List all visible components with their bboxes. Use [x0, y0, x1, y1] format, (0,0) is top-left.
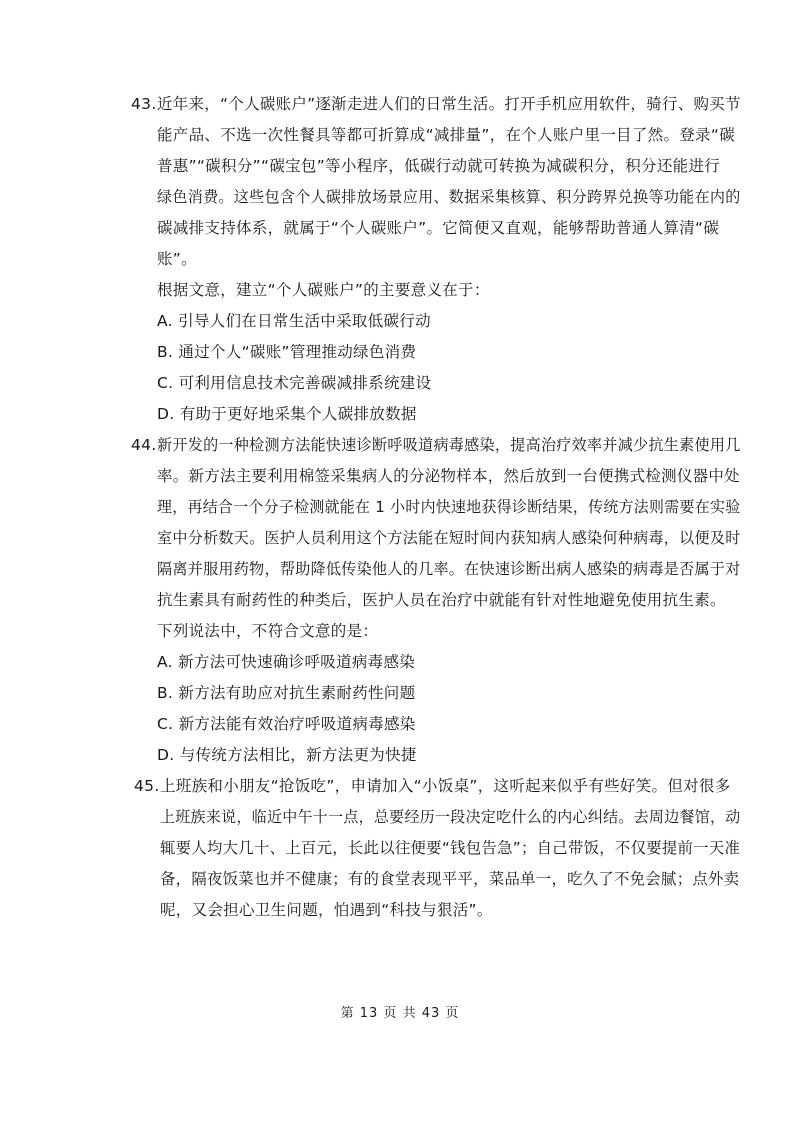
question-stem-line: 理，再结合一个分子检测就能在 1 小时内快速地获得诊断结果，传统方法则需要在实验: [157, 498, 741, 516]
question-stem-line: 碳减排支持体系，就属于“个人碳账户”。它简便又直观，能够帮助普通人算清“碳: [157, 219, 720, 237]
question-stem-line: 账”。: [157, 250, 197, 268]
question-stem-line: 呢，又会担心卫生问题，怕遇到“科技与狠活”。: [160, 901, 493, 919]
option-b: B. 新方法有助应对抗生素耐药性问题: [157, 684, 416, 702]
question-stem-line: 近年来，“个人碳账户”逐渐走进人们的日常生活。打开手机应用软件，骑行、购买节: [157, 95, 741, 113]
question-stem-line: 抗生素具有耐药性的种类后，医护人员在治疗中就能有针对性地避免使用抗生素。: [157, 591, 726, 609]
question-stem-line: 上班族和小朋友“抢饭吃”，申请加入“小饭桌”，这听起来似乎有些好笑。但对很多: [160, 777, 731, 795]
option-d: D. 有助于更好地采集个人碳排放数据: [157, 405, 417, 423]
option-c: C. 新方法能有效治疗呼吸道病毒感染: [157, 715, 416, 733]
question-stem-line: 辄要人均大几十、上百元，长此以往便要“钱包告急”；自己带饭，不仅要提前一天准: [160, 839, 741, 857]
question-prompt: 下列说法中，不符合文意的是：: [157, 622, 379, 640]
question-stem-line: 普惠”“碳积分”“碳宝包”等小程序，低碳行动就可转换为减碳积分，积分还能进行: [157, 157, 721, 175]
question-stem-line: 隔离并服用药物，帮助降低传染他人的几率。在快速诊断出病人感染的病毒是否属于对: [157, 560, 741, 578]
question-stem-line: 上班族来说，临近中午十一点，总要经历一段决定吃什么的内心纠结。去周边餐馆，动: [160, 808, 741, 826]
question-stem-line: 能产品、不选一次性餐具等都可折算成“减排量”，在个人账户里一目了然。登录“碳: [157, 126, 735, 144]
question-stem-line: 率。新方法主要利用棉签采集病人的分泌物样本，然后放到一台便携式检测仪器中处: [157, 467, 740, 485]
option-b: B. 通过个人“碳账”管理推动绿色消费: [157, 343, 417, 361]
question-number: 43.: [131, 95, 157, 113]
option-d: D. 与传统方法相比，新方法更为快捷: [157, 746, 417, 764]
question-stem-line: 绿色消费。这些包含个人碳排放场景应用、数据采集核算、积分跨界兑换等功能在内的: [157, 188, 741, 206]
page-footer: 第 13 页 共 43 页: [340, 1006, 460, 1021]
question-stem-line: 备，隔夜饭菜也并不健康；有的食堂表现平平，菜品单一，吃久了不免会腻；点外卖: [160, 870, 740, 888]
question-stem-line: 室中分析数天。医护人员利用这个方法能在短时间内获知病人感染何种病毒，以便及时: [157, 529, 741, 547]
question-number: 45.: [134, 777, 160, 795]
question-prompt: 根据文意，建立“个人碳账户”的主要意义在于：: [157, 281, 490, 299]
option-a: A. 新方法可快速确诊呼吸道病毒感染: [157, 653, 416, 671]
question-number: 44.: [131, 436, 157, 454]
option-c: C. 可利用信息技术完善碳减排系统建设: [157, 374, 432, 392]
question-stem-line: 新开发的一种检测方法能快速诊断呼吸道病毒感染，提高治疗效率并减少抗生素使用几: [157, 436, 741, 454]
option-a: A. 引导人们在日常生活中采取低碳行动: [157, 312, 431, 330]
